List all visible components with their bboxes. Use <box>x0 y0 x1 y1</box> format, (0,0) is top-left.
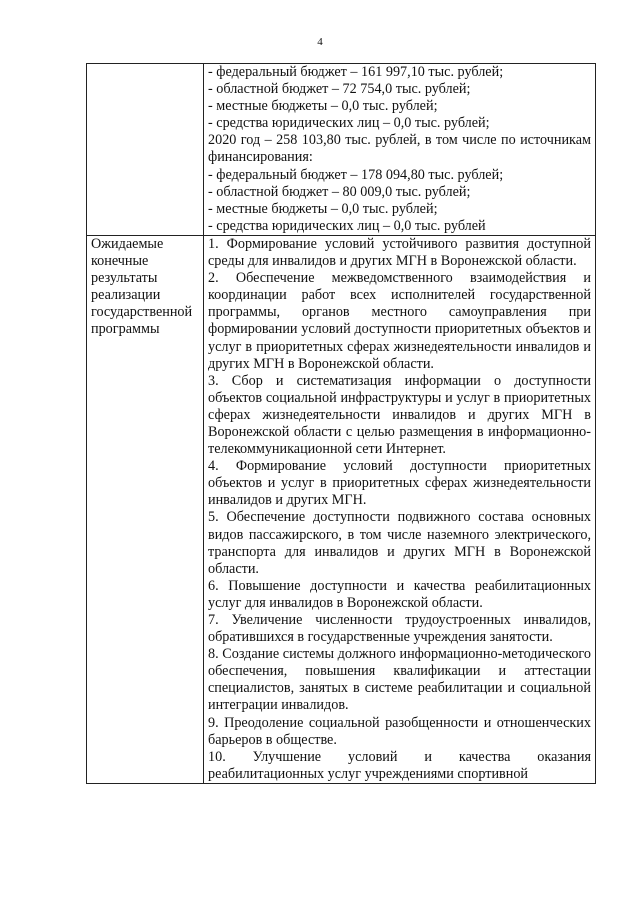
funding-sources-cell <box>204 64 596 236</box>
funding-line: - областной бюджет – 72 754,0 тыс. рублей; <box>208 81 471 98</box>
results-list <box>204 235 596 783</box>
result-item: 4. Формирование условий доступности приоритетных объектов и услуг в приоритетных сферах жизнедеятельности инвалидов и других МГН. <box>208 458 591 509</box>
result-item: 6. Повышение доступности и качества реабилитационных услуг для инвалидов в Воронежской области. <box>208 577 591 611</box>
funding-label-cell <box>87 64 204 236</box>
funding-line: - местные бюджеты – 0,0 тыс. рублей; <box>208 200 438 217</box>
funding-line: - федеральный бюджет – 161 997,10 тыс. рублей; <box>208 64 504 80</box>
result-item: 9. Преодоление социальной разобщенности и отношенческих барьеров в обществе. <box>208 714 591 748</box>
result-item: 2. Обеспечение межведомственного взаимодействия и координации работ всех исполнителей государственной программы, органов местного самоуправления при формировании условий доступности приоритетных объектов и услуг в приоритетных сферах жизнедеятельности инвалидов и других МГН в Воронежской области. <box>208 270 591 372</box>
results-label: Ожидаемые конечные результаты реализации государственной программы <box>87 235 204 783</box>
funding-line: - средства юридических лиц – 0,0 тыс. рублей <box>208 217 486 234</box>
program-passport-table <box>86 63 596 784</box>
funding-line: - средства юридических лиц – 0,0 тыс. рублей; <box>208 115 490 132</box>
result-item: 5. Обеспечение доступности подвижного состава основных видов пассажирского, в том числе наземного электрического, транспорта для инвалидов и других МГН в Воронежской области. <box>208 509 591 577</box>
funding-line: - федеральный бюджет – 178 094,80 тыс. рублей; <box>208 166 504 183</box>
result-item: 3. Сбор и систематизация информации о доступности объектов социальной инфраструктуры и услуг в приоритетных сферах жизнедеятельности инвалидов и других МГН в Воронежской области с целью размещения в информационно-телекоммуникационной сети Интернет. <box>208 372 591 458</box>
funding-line: - местные бюджеты – 0,0 тыс. рублей; <box>208 98 438 115</box>
funding-row <box>87 64 596 236</box>
result-item: 10. Улучшение условий и качества оказания реабилитационных услуг учреждениями спортивной <box>208 748 591 782</box>
funding-line: - областной бюджет – 80 009,0 тыс. рублей; <box>208 183 471 200</box>
funding-year-2020: 2020 год – 258 103,80 тыс. рублей, в том числе по источникам финансирования: <box>208 132 591 166</box>
result-item: 1. Формирование условий устойчивого развития доступной среды для инвалидов и других МГН в Воронежской области. <box>208 235 591 270</box>
result-item: 8. Создание системы должного информационно-методического обеспечения, повышения квалификации и аттестации специалистов, занятых в системе реабилитации и социальной интеграции инвалидов. <box>208 646 591 714</box>
page-number: 4 <box>317 36 323 48</box>
results-row <box>87 235 596 783</box>
result-item: 7. Увеличение численности трудоустроенных инвалидов, обратившихся в государственные учреждения занятости. <box>208 612 591 646</box>
